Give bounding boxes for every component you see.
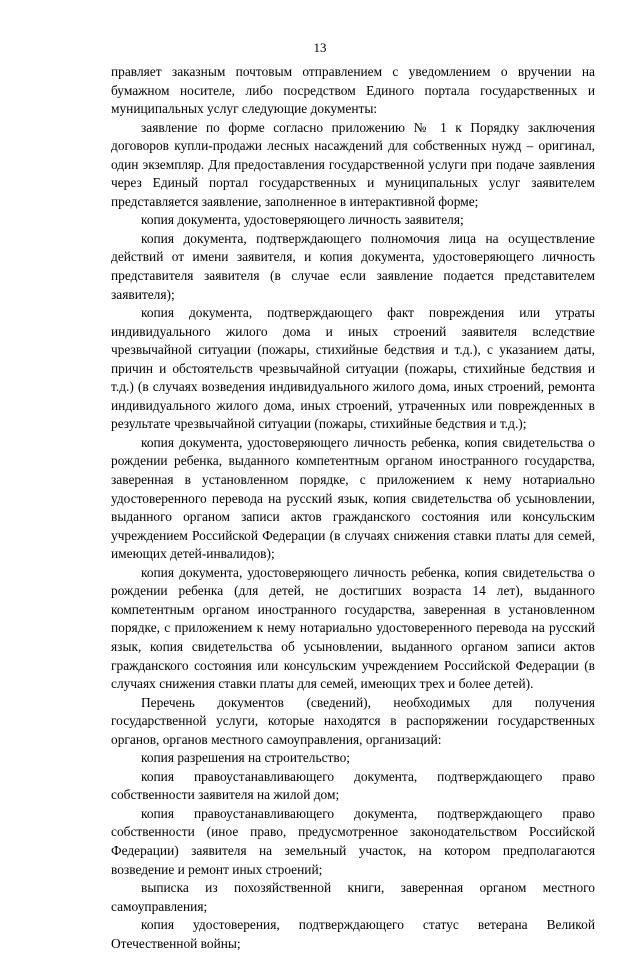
paragraph-household-book: выписка из похозяйственной книги, заверенная органом местного самоуправления;	[111, 880, 595, 914]
page-number: 13	[313, 40, 327, 55]
paragraph-emergency-damage: копия документа, подтверждающего факт повреждения или утраты индивидуального жилого дома и иных строений заявителя вследствие чрезвычайной ситуации (пожары, стихийные бедствия и т.д.), с указанием даты, причин и обстоятельств чрезвычайной ситуации (пожары, стихийные бедствия и т.д.) (в случаях возведения индивидуального жилого дома, иных строений, ремонта индивидуального жилого дома, иных строений, утраченных или поврежденных в результате чрезвычайной ситуации (пожары, стихийные бедствия и т.д.);	[111, 305, 595, 432]
paragraph-land-ownership: копия правоустанавливающего документа, подтверждающего право собственности (иное право, предусмотренное законодательством Российской Федерации) заявителя на земельный участок, на котором предполагаются возведение и ремонт иных строений;	[111, 805, 595, 877]
paragraph-representative-authority: копия документа, подтверждающего полномочия лица на осуществление действий от имени заявителя, и копия документа, удостоверяющего личность представителя заявителя (в случае если заявление подается представителем заявителя);	[111, 230, 595, 302]
paragraph-large-families: копия документа, удостоверяющего личность ребенка, копия свидетельства о рождении ребенка (для детей, не достигших возраста 14 лет), выданного компетентным органом иностранного государства, заверенная в установленном порядке, с приложением к нему нотариально удостоверенного перевода на русский язык, копия свидетельства об усыновлении, выданного органом записи актов гражданского состояния или консульским учреждением Российской Федерации (в случаях снижения ставки платы для семей, имеющих трех и более детей).	[111, 564, 595, 692]
body-text	[111, 63, 595, 953]
paragraph-applicant-id: копия документа, удостоверяющего личность заявителя;	[141, 212, 464, 228]
paragraph-veteran-certificate: копия удостоверения, подтверждающего статус ветерана Великой Отечественной войны;	[111, 917, 595, 951]
paragraph-house-ownership: копия правоустанавливающего документа, подтверждающего право собственности заявителя на жилой дом;	[111, 768, 595, 803]
paragraph-continuation: правляет заказным почтовым отправлением с уведомлением о вручении на бумажном носителе, либо посредством Единого портала государственных и муниципальных услуг следующие документы:	[111, 64, 595, 117]
paragraph-building-permit: копия разрешения на строительство;	[141, 750, 351, 766]
paragraph-documents-list-heading: Перечень документов (сведений), необходимых для получения государственной услуги, которые находятся в распоряжении государственных органов, органов местного самоуправления, организаций:	[111, 694, 595, 747]
paragraph-application-form: заявление по форме согласно приложению № 1 к Порядку заключения договоров купли-продажи лесных насаждений для собственных нужд – оригинал, один экземпляр. Для предоставления государственной услуги при подаче заявления через Единый портал государственных и муниципальных услуг заявителем представляется заявление, заполненное в интерактивной форме;	[111, 119, 595, 209]
paragraph-disabled-children: копия документа, удостоверяющего личность ребенка, копия свидетельства о рождении ребенка, выданного компетентным органом иностранного государства, заверенная в установленном порядке, с приложением к нему нотариально удостоверенного перевода на русский язык, копия свидетельства об усыновлении, выданного органом записи актов гражданского состояния или консульским учреждением Российской Федерации (в случаях снижения ставки платы для семей, имеющих детей-инвалидов);	[111, 434, 595, 562]
